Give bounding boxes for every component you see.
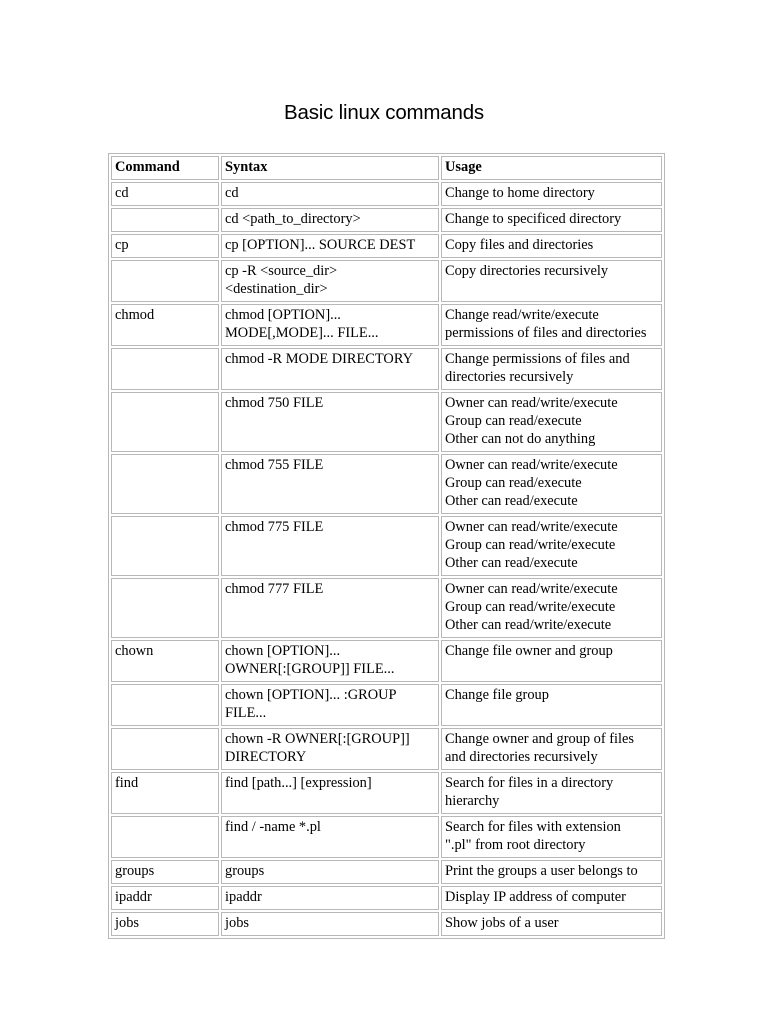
usage-cell: Print the groups a user belongs to (441, 860, 662, 884)
syntax-cell: cd <path_to_directory> (221, 208, 439, 232)
command-cell: ipaddr (111, 886, 219, 910)
command-cell: groups (111, 860, 219, 884)
commands-table (108, 153, 665, 939)
command-cell (111, 816, 219, 858)
usage-cell: Change permissions of files and directories recursively (441, 348, 662, 390)
usage-cell: Owner can read/write/execute Group can read/execute Other can read/execute (441, 454, 662, 514)
header-command: Command (111, 156, 219, 180)
table-row (111, 684, 662, 726)
syntax-cell: jobs (221, 912, 439, 936)
syntax-cell: find / -name *.pl (221, 816, 439, 858)
usage-cell: Change read/write/execute permissions of files and directories (441, 304, 662, 346)
syntax-cell: chmod 775 FILE (221, 516, 439, 576)
table-body (111, 182, 662, 936)
usage-cell: Copy directories recursively (441, 260, 662, 302)
page-title: Basic linux commands (284, 101, 484, 124)
header-usage: Usage (441, 156, 662, 180)
usage-cell: Change owner and group of files and directories recursively (441, 728, 662, 770)
table-row (111, 886, 662, 910)
syntax-cell: chmod 777 FILE (221, 578, 439, 638)
usage-cell: Change file group (441, 684, 662, 726)
command-cell (111, 392, 219, 452)
table-row (111, 234, 662, 258)
command-cell: chown (111, 640, 219, 682)
table-row (111, 912, 662, 936)
table-row (111, 772, 662, 814)
command-cell (111, 454, 219, 514)
command-cell: jobs (111, 912, 219, 936)
syntax-cell: chmod 755 FILE (221, 454, 439, 514)
usage-cell: Show jobs of a user (441, 912, 662, 936)
command-cell (111, 578, 219, 638)
syntax-cell: cp -R <source_dir> <destination_dir> (221, 260, 439, 302)
syntax-cell: chown [OPTION]... OWNER[:[GROUP]] FILE... (221, 640, 439, 682)
table-row (111, 260, 662, 302)
usage-cell: Owner can read/write/execute Group can read/write/execute Other can read/write/execute (441, 578, 662, 638)
syntax-cell: chown [OPTION]... :GROUP FILE... (221, 684, 439, 726)
command-cell (111, 516, 219, 576)
command-cell (111, 208, 219, 232)
usage-cell: Search for files with extension ".pl" from root directory (441, 816, 662, 858)
syntax-cell: chown -R OWNER[:[GROUP]] DIRECTORY (221, 728, 439, 770)
table-row (111, 578, 662, 638)
table-row (111, 208, 662, 232)
syntax-cell: chmod [OPTION]... MODE[,MODE]... FILE... (221, 304, 439, 346)
syntax-cell: groups (221, 860, 439, 884)
table-row (111, 454, 662, 514)
syntax-cell: cp [OPTION]... SOURCE DEST (221, 234, 439, 258)
usage-cell: Copy files and directories (441, 234, 662, 258)
table-row (111, 516, 662, 576)
command-cell: chmod (111, 304, 219, 346)
table-row (111, 392, 662, 452)
usage-cell: Change to specificed directory (441, 208, 662, 232)
command-cell (111, 728, 219, 770)
command-cell: find (111, 772, 219, 814)
syntax-cell: chmod 750 FILE (221, 392, 439, 452)
table-row (111, 348, 662, 390)
command-cell: cd (111, 182, 219, 206)
syntax-cell: ipaddr (221, 886, 439, 910)
usage-cell: Owner can read/write/execute Group can read/write/execute Other can read/execute (441, 516, 662, 576)
syntax-cell: cd (221, 182, 439, 206)
table-row (111, 304, 662, 346)
usage-cell: Display IP address of computer (441, 886, 662, 910)
command-cell (111, 684, 219, 726)
table-row (111, 182, 662, 206)
syntax-cell: chmod -R MODE DIRECTORY (221, 348, 439, 390)
usage-cell: Owner can read/write/execute Group can read/execute Other can not do anything (441, 392, 662, 452)
command-cell (111, 260, 219, 302)
table-row (111, 816, 662, 858)
usage-cell: Search for files in a directory hierarchy (441, 772, 662, 814)
table-row (111, 860, 662, 884)
command-cell (111, 348, 219, 390)
table-header-row (111, 156, 662, 180)
header-syntax: Syntax (221, 156, 439, 180)
table-row (111, 728, 662, 770)
command-cell: cp (111, 234, 219, 258)
usage-cell: Change to home directory (441, 182, 662, 206)
usage-cell: Change file owner and group (441, 640, 662, 682)
syntax-cell: find [path...] [expression] (221, 772, 439, 814)
table-row (111, 640, 662, 682)
